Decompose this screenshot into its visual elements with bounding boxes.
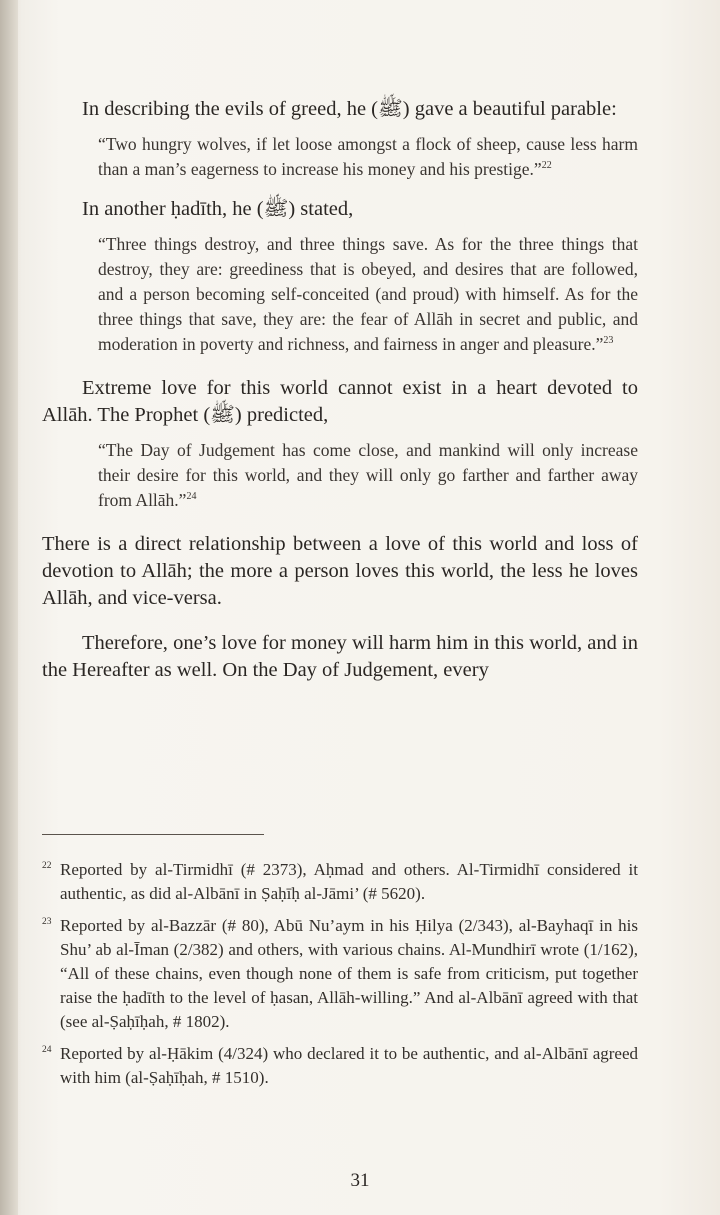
footnotes bbox=[42, 858, 638, 1098]
footnote-text: Reported by al-Tirmidhī (# 2373), Aḥmad and others. Al-Tirmidhī considered it authentic, as did al-Albānī in Ṣaḥīḥ al-Jāmi’ (# 5620). bbox=[60, 860, 638, 903]
paragraph-extreme-love: Extreme love for this world cannot exist in a heart devoted to Allāh. The Prophet (ﷺ) predicted, bbox=[42, 377, 638, 426]
quote-wolves bbox=[98, 132, 638, 182]
footnote-ref-24: 24 bbox=[186, 491, 197, 503]
footnote-text: Reported by al-Bazzār (# 80), Abū Nu’aym in his Ḥilya (2/343), al-Bayhaqī in his Shu’ ab al-Īman (2/382) and others, with various chains. Al-Mundhirī wrote (1/162), “All of these chains, even though none of them is safe from criticism, put together raise the ḥadīth to the level of ḥasan, Allāh-willing.” And al-Albānī agreed with that (see al-Ṣaḥīḥah, # 1802). bbox=[60, 916, 638, 1031]
paragraph-greed: In describing the evils of greed, he (ﷺ) gave a beautiful parable: bbox=[82, 98, 617, 120]
page-number: 31 bbox=[350, 1170, 370, 1191]
footnote-text: Reported by al-Ḥākim (4/324) who declared it to be authentic, and al-Albānī agreed with him (al-Ṣaḥīḥah, # 1510). bbox=[60, 1044, 638, 1087]
footnote-ref-22: 22 bbox=[541, 160, 552, 172]
quote-three-things-text: “Three things destroy, and three things save. As for the three things that destroy, they are: greediness that is obeyed, and desires that are followed, and a person becoming self-conceited (and proud) with himself. As for the three things that save, they are: the fear of Allāh in secret and public, and moderation in poverty and richness, and fairness in anger and pleasure.” bbox=[98, 234, 638, 354]
quote-day-of-judgement bbox=[98, 438, 638, 513]
paragraph-direct-relationship: There is a direct relationship between a love of this world and loss of devotion to Allāh; the more a person loves this world, the less he loves Allāh, and vice-versa. bbox=[42, 533, 638, 609]
footnote-24: 24 Reported by al-Ḥākim (4/324) who declared it to be authentic, and al-Albānī agreed with him (al-Ṣaḥīḥah, # 1510). bbox=[42, 1044, 638, 1087]
quote-three-things bbox=[98, 232, 638, 357]
main-text bbox=[42, 96, 638, 684]
footnote-22: 22 Reported by al-Tirmidhī (# 2373), Aḥmad and others. Al-Tirmidhī considered it authentic, as did al-Albānī in Ṣaḥīḥ al-Jāmi’ (# 5620). bbox=[42, 860, 638, 903]
footnote-divider bbox=[42, 834, 264, 835]
footnote-ref-23: 23 bbox=[603, 335, 614, 347]
quote-wolves-text: “Two hungry wolves, if let loose amongst a flock of sheep, cause less harm than a man’s eagerness to increase his money and his prestige.” bbox=[98, 134, 638, 179]
paragraph-therefore: Therefore, one’s love for money will harm him in this world, and in the Hereafter as well. On the Day of Judgement, every bbox=[42, 632, 638, 681]
paragraph-another-hadith: In another ḥadīth, he (ﷺ) stated, bbox=[82, 198, 354, 220]
book-spine-shadow bbox=[0, 0, 18, 1215]
footnote-23: 23 Reported by al-Bazzār (# 80), Abū Nu’aym in his Ḥilya (2/343), al-Bayhaqī in his Shu’ ab al-Īman (2/382) and others, with various chains. Al-Mundhirī wrote (1/162), “All of these chains, even though none of them is safe from criticism, put together raise the ḥadīth to the level of ḥasan, Allāh-willing.” And al-Albānī agreed with that (see al-Ṣaḥīḥah, # 1802). bbox=[42, 916, 638, 1031]
quote-day-of-judgement-text: “The Day of Judgement has come close, and mankind will only increase their desire for this world, and they will only go farther and farther away from Allāh.” bbox=[98, 440, 638, 510]
